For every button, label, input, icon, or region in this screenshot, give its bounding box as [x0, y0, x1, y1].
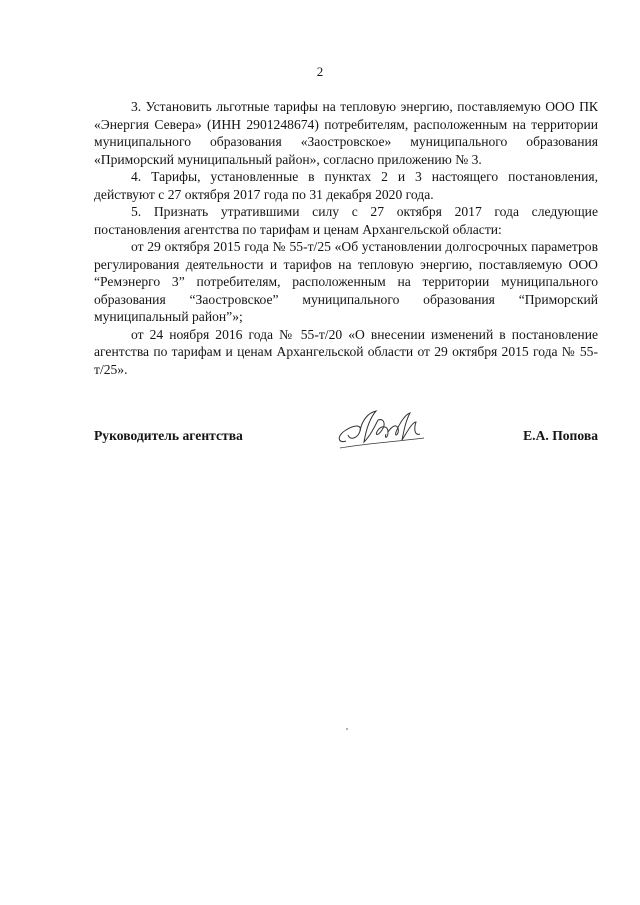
paragraph-item-5: 5. Признать утратившими силу с 27 октября 2017 года следующие постановления агентства по тарифам и ценам Архангельской области: — [94, 204, 598, 237]
scan-speck — [346, 728, 348, 730]
page-number: 2 — [316, 64, 324, 79]
signature-block — [94, 408, 598, 458]
repealed-resolution-2016: от 24 ноября 2016 года № 55-т/20 «О внесении изменений в постановление агентства по тарифам и ценам Архангельской области от 29 октября 2015 года № 55-т/25». — [94, 326, 598, 377]
repealed-resolution-2015: от 29 октября 2015 года № 55-т/25 «Об установлении долгосрочных параметров регулирования деятельности и тарифов на тепловую энергию, поставляемую ООО “Ремэнерго 3” потребителям, расположенным на территории муниципального образования “Заостровское” муниципального образования “Приморский муниципальный район”»; — [94, 239, 598, 324]
handwritten-signature — [332, 408, 432, 456]
signer-name: Е.А. Попова — [523, 428, 598, 443]
paragraph-item-3: 3. Установить льготные тарифы на тепловую энергию, поставляемую ООО ПК «Энергия Севера» (ИНН 2901248674) потребителям, расположенным на территории муниципального образования «Заостровское» муниципального образования «Приморский муниципальный район», согласно приложению № 3. — [94, 99, 598, 167]
document-body — [94, 98, 598, 378]
signer-position: Руководитель агентства — [94, 428, 243, 443]
paragraph-item-4: 4. Тарифы, установленные в пунктах 2 и 3 настоящего постановления, действуют с 27 октября 2017 года по 31 декабря 2020 года. — [94, 169, 598, 202]
